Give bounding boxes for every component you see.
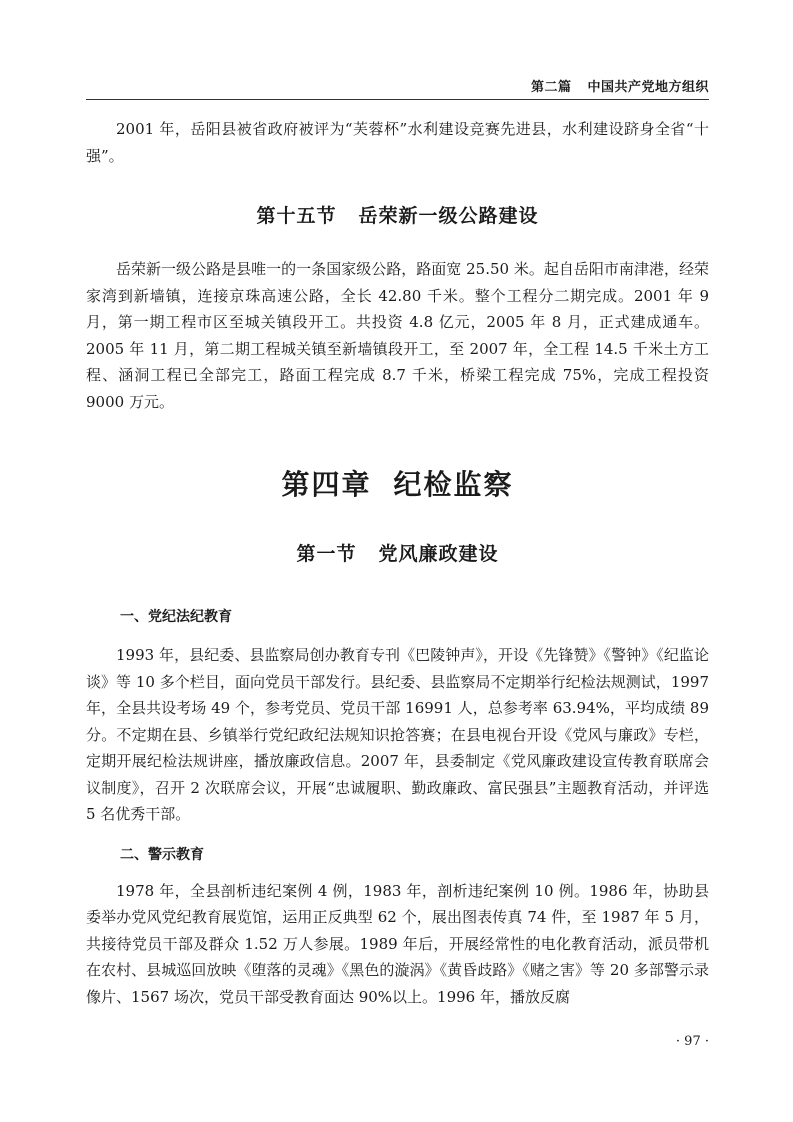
chapter-number: 第四章 bbox=[281, 468, 372, 501]
header-title: 中国共产党地方组织 bbox=[587, 80, 709, 95]
chapter-name: 纪检监察 bbox=[393, 468, 514, 501]
header-part: 第二篇 bbox=[530, 80, 572, 95]
subsection-2-paragraph: 1978 年，全县剖析违纪案例 4 例，1983 年，剖析违纪案例 10 例。1986 年，协助县委举办党风党纪教育展览馆，运用正反典型 62 个，展出图表传真 74 件，至 1987 年 5 月，共接待党员干部及群众 1.52 万人参展。1989 年后，开展经常性的电化教育活动，派员带机在农村、县城巡回放映《堕落的灵魂》《黑色的漩涡》《黄昏歧路》《赌之害》等 20 多部警示录像片、1567 场次，党员干部受教育面达 90%以上。1996 年，播放反腐 bbox=[86, 881, 709, 1006]
section-15-paragraph: 岳荣新一级公路是县唯一的一条国家级公路，路面宽 25.50 米。起自岳阳市南津港，经荣家湾到新墙镇，连接京珠高速公路，全长 42.80 千米。整个工程分二期完成。2001 年 9 月，第一期工程市区至城关镇段开工。共投资 4.8 亿元，2005 年 8 月，正式建成通车。2005 年 11 月，第二期工程城关镇至新墙镇段开工，至 2007 年，全工程 14.5 千米土方工程、涵洞工程已全部完工，路面工程完成 8.7 千米，桥梁工程完成 75%，完成工程投资 9000 万元。 bbox=[86, 260, 709, 411]
section-15-title bbox=[86, 201, 709, 228]
page-number: · 97 · bbox=[675, 1034, 709, 1049]
section-1-title bbox=[86, 539, 709, 566]
section-1-number: 第一节 bbox=[296, 543, 357, 565]
subsection-1-paragraph: 1993 年，县纪委、县监察局创办教育专刊《巴陵钟声》，开设《先锋赞》《警钟》《纪监论谈》等 10 多个栏目，面向党员干部发行。县纪委、县监察局不定期举行纪检法规测试，1997 年，全县共设考场 49 个，参考党员、党员干部 16991 人，总参考率 63.94%，平均成绩 89 分。不定期在县、乡镇举行党纪政纪法规知识抢答赛；在县电视台开设《党风与廉政》专栏，定期开展纪检法规讲座，播放廉政信息。2007 年，县委制定《党风廉政建设宣传教育联席会议制度》，召开 2 次联席会议，开展“忠诚履职、勤政廉政、富民强县”主题教育活动，并评选 5 名优秀干部。 bbox=[86, 646, 709, 823]
running-header bbox=[86, 76, 709, 95]
header-rule bbox=[86, 99, 709, 100]
page-content bbox=[86, 116, 709, 1010]
subsection-2-heading: 二、警示教育 bbox=[120, 846, 204, 863]
intro-paragraph: 2001 年，岳阳县被省政府被评为“芙蓉杯”水利建设竞赛先进县，水利建设跻身全省“十强”。 bbox=[86, 120, 709, 165]
subsection-1-heading: 一、党纪法纪教育 bbox=[120, 609, 232, 625]
section-15-number: 第十五节 bbox=[256, 205, 337, 227]
chapter-title bbox=[86, 463, 709, 503]
section-15-name: 岳荣新一级公路建设 bbox=[358, 205, 539, 227]
section-1-name: 党风廉政建设 bbox=[378, 543, 499, 565]
